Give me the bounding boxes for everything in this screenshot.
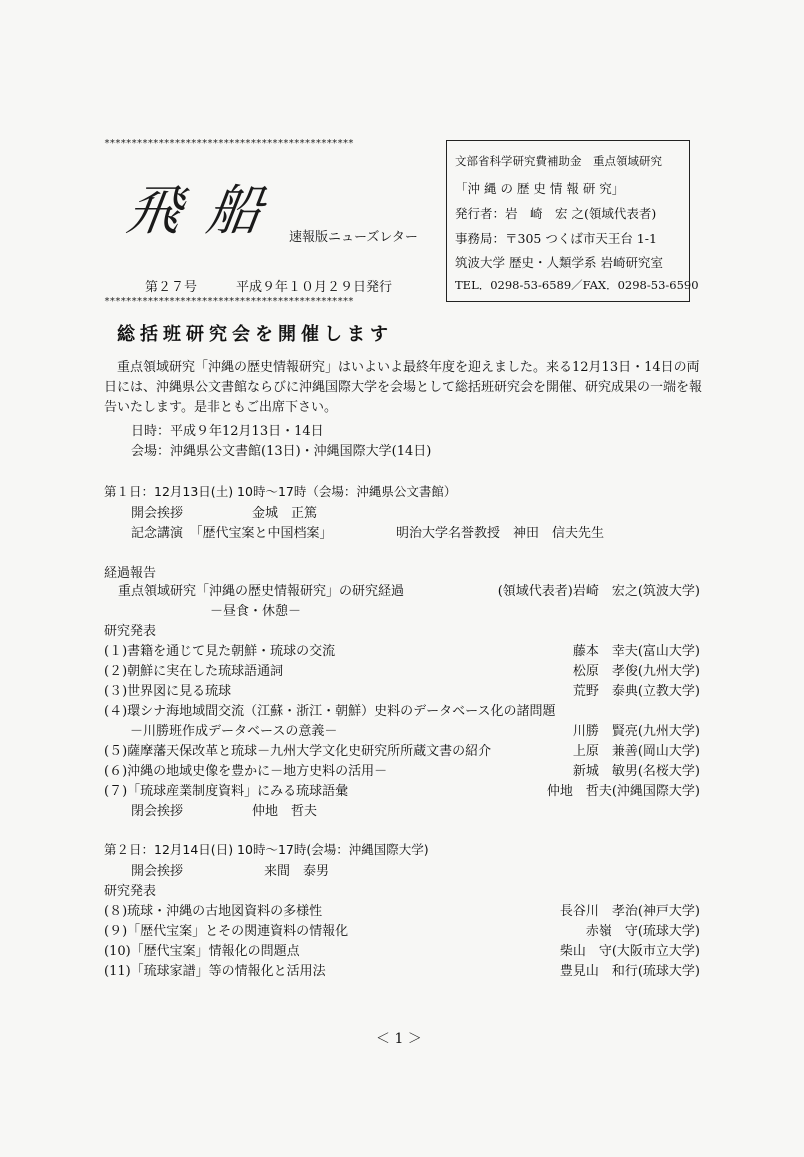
progress-row (104, 580, 700, 600)
presentation-row (104, 940, 700, 960)
presentation-title: (３)世界図に見る琉球 (104, 684, 232, 699)
box-office-line: 事務局：〒305 つくば市天王台 1-1 (455, 231, 657, 246)
day1-lecture-speaker: 明治大学名誉教授 神田 信夫先生 (396, 526, 605, 541)
box-publisher-line: 発行者：岩 崎 宏 之(領域代表者) (455, 206, 657, 221)
event-date: 日時：平成９年12月13日・14日 (131, 424, 324, 439)
presentation-speaker: 藤本 幸夫(富山大学) (572, 644, 700, 659)
day1-lecture-title: 記念講演 「歴代宝案と中国档案」 (131, 526, 333, 541)
page-number: ＜ 1 ＞ (376, 1031, 422, 1047)
day1-title: 第１日：12月13日(土) 10時～17時（会場：沖縄県公文書館） (104, 484, 457, 499)
presentation-row (104, 900, 700, 920)
presentation-speaker: 川勝 賢亮(九州大学) (572, 724, 700, 739)
presentation-speaker: 松原 孝俊(九州大学) (572, 664, 700, 679)
presentation-speaker: 赤嶺 守(琉球大学) (585, 924, 700, 939)
presentation-speaker: 柴山 守(大阪市立大学) (559, 944, 700, 959)
article-paragraph: 重点領域研究「沖縄の歴史情報研究」はいよいよ最終年度を迎えました。来る12月13日・14日の両日には、沖縄県公文書館ならびに沖縄国際大学を会場として総括班研究会を開催、研究成果の一端を報告いたします。是非ともご出席下さい。 (104, 360, 703, 415)
presentation-row (104, 700, 700, 720)
issue-date: 平成９年１０月２９日発行 (236, 280, 393, 295)
presentation-title: (６)沖縄の地域史像を豊かに－地方史料の活用－ (104, 764, 388, 779)
day1-opening-name: 金城 正篤 (252, 506, 318, 521)
progress-heading: 経過報告 (104, 566, 157, 581)
day1-opening-label: 開会挨拶 (131, 506, 184, 521)
presentation-row (104, 740, 700, 760)
presentation-title: (１)書籍を通じて見た朝鮮・琉球の交流 (104, 644, 336, 659)
lunch-break: －昼食・休憩－ (210, 604, 302, 619)
event-venue: 会場：沖縄県公文書館(13日)・沖縄国際大学(14日) (131, 444, 432, 459)
presentation-speaker: 新城 敏男(名桜大学) (572, 764, 700, 779)
presentation-title: －川勝班作成データベースの意義－ (104, 724, 338, 739)
newsletter-logo: 飛船 (123, 179, 292, 242)
presentation-speaker: 上原 兼善(岡山大学) (572, 744, 700, 759)
box-contact-line: TEL．0298-53-6589／FAX．0298-53-6590 (455, 278, 699, 292)
publisher-info-box (446, 140, 699, 302)
day2-title: 第２日：12月14日(日) 10時～17時(会場：沖縄国際大学) (104, 842, 429, 857)
decorative-stars-bottom: ********************************************** (104, 296, 354, 307)
presentation-row (104, 660, 700, 680)
progress-title: 重点領域研究「沖縄の歴史情報研究」の研究経過 (118, 584, 405, 599)
day1-closing-name: 仲地 哲夫 (252, 804, 318, 819)
presentation-title: (５)薩摩藩天保改革と琉球－九州大学文化史研究所所蔵文書の紹介 (104, 744, 492, 759)
decorative-stars-top: ********************************************** (104, 138, 354, 149)
article-heading: 総括班研究会を開催します (117, 324, 393, 345)
presentation-row (104, 780, 700, 800)
presentation-title: (11)「琉球家譜」等の情報化と活用法 (104, 964, 326, 979)
presentation-title: (４)環シナ海地域間交流（江蘇・浙江・朝鮮）史料のデータベース化の諸問題 (104, 704, 556, 719)
presentation-row (104, 720, 700, 740)
day2-opening-label: 開会挨拶 (131, 864, 184, 879)
presentation-row (104, 760, 700, 780)
presentation-speaker: 長谷川 孝治(神戸大学) (559, 904, 700, 919)
presentation-title: (８)琉球・沖縄の古地図資料の多様性 (104, 904, 323, 919)
issue-number: 第２７号 (145, 280, 198, 295)
presentation-row (104, 960, 700, 980)
day1-presentations-heading: 研究発表 (104, 624, 157, 639)
box-project-line: 「沖 縄 の 歴 史 情 報 研 究」 (455, 181, 625, 196)
presentation-speaker: 仲地 哲夫(沖縄国際大学) (546, 784, 700, 799)
presentation-speaker: 豊見山 和行(琉球大学) (559, 964, 700, 979)
day2-opening-name: 来間 泰男 (264, 864, 330, 879)
day1-closing-label: 閉会挨拶 (131, 804, 184, 819)
box-university-line: 筑波大学 歴史・人類学系 岩崎研究室 (455, 255, 663, 270)
newsletter-subtitle: 速報版ニューズレター (289, 230, 418, 245)
presentation-row (104, 680, 700, 700)
presentation-title: (10)「歴代宝案」情報化の問題点 (104, 944, 300, 959)
presentation-title: (７)「琉球産業制度資料」にみる琉球語彙 (104, 784, 349, 799)
box-grant-line: 文部省科学研究費補助金 重点領域研究 (455, 154, 662, 168)
progress-speaker: (領域代表者)岩崎 宏之(筑波大学) (497, 584, 700, 599)
presentation-title: (２)朝鮮に実在した琉球語通詞 (104, 664, 284, 679)
presentation-title: (９)「歴代宝案」とその関連資料の情報化 (104, 924, 349, 939)
presentation-row (104, 920, 700, 940)
day2-presentations-heading: 研究発表 (104, 884, 157, 899)
presentation-speaker: 荒野 泰典(立教大学) (572, 684, 700, 699)
presentation-row (104, 640, 700, 660)
